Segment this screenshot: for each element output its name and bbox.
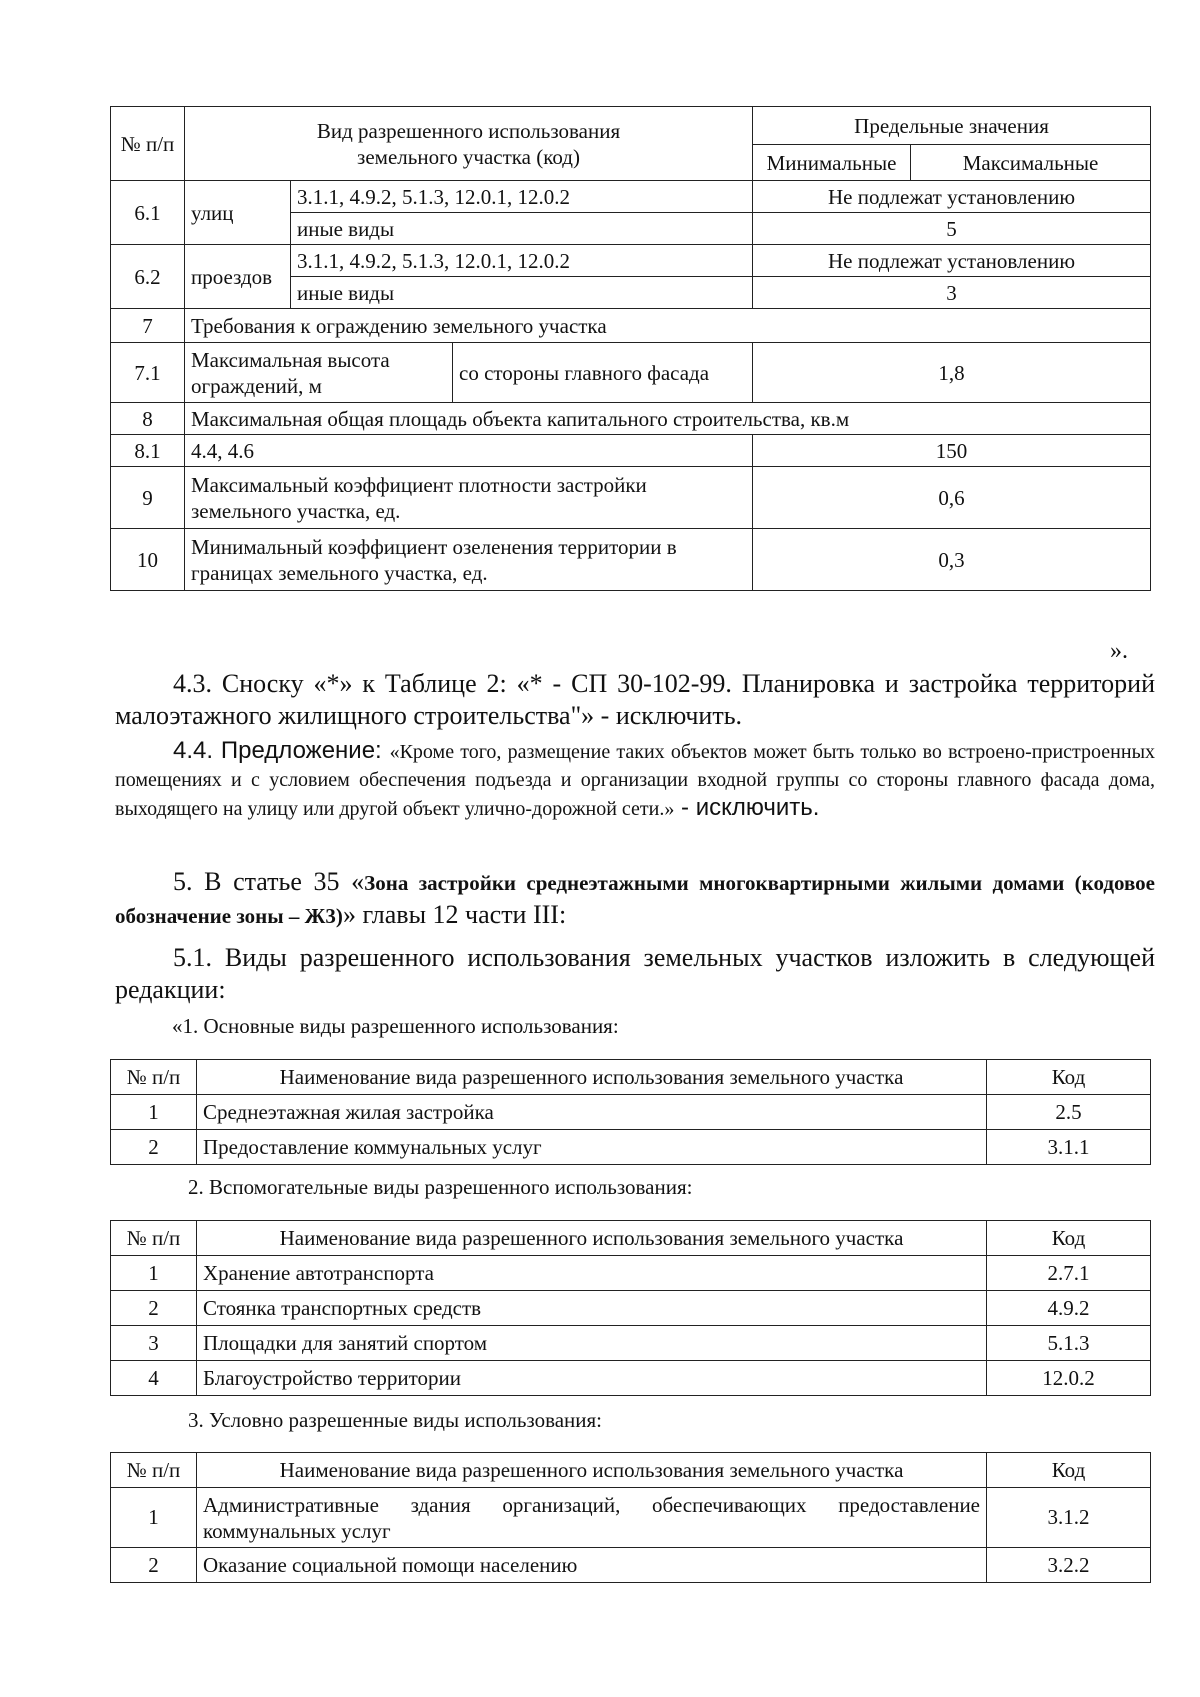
row-num: 2 — [111, 1291, 197, 1326]
row-10-value: 0,3 — [753, 529, 1151, 591]
table-header-row — [111, 1060, 1151, 1095]
main-uses-table — [110, 1059, 1151, 1165]
main-uses-caption: «1. Основные виды разрешенного использования: — [172, 1014, 619, 1038]
header-max: Максимальные — [911, 145, 1151, 181]
row-name: Среднеэтажная жилая застройка — [197, 1095, 987, 1130]
table-row — [111, 1548, 1151, 1583]
row-name: Предоставление коммунальных услуг — [197, 1130, 987, 1165]
row-num: 4 — [111, 1361, 197, 1396]
row-code: 5.1.3 — [987, 1326, 1151, 1361]
paragraph-5-tail: » главы 12 части III: — [342, 900, 567, 929]
row-num: 1 — [111, 1256, 197, 1291]
row-name: Административные здания организаций, обеспечивающих предоставление коммунальных услуг — [197, 1488, 987, 1548]
row-code: 4.9.2 — [987, 1291, 1151, 1326]
col-code-header: Код — [987, 1453, 1151, 1488]
row-6-1-other-value: 5 — [753, 213, 1151, 245]
table-header-row — [111, 1221, 1151, 1256]
row-code: 2.5 — [987, 1095, 1151, 1130]
paragraph-4-4-quote: «Кроме того, размещение таких объектов может быть только во встроено-пристроенных помещениях и с условием обеспечения подъезда и организации входной группы со стороны главного фасада дома, выходящего на улицу или другой объект улично-дорожной сети.» — [115, 741, 1156, 820]
row-6-2-num: 6.2 — [111, 245, 185, 309]
row-code: 3.1.1 — [987, 1130, 1151, 1165]
table-row — [111, 1488, 1151, 1548]
col-code-header: Код — [987, 1221, 1151, 1256]
aux-uses-caption: 2. Вспомогательные виды разрешенного использования: — [188, 1175, 693, 1199]
row-name: Оказание социальной помощи населению — [197, 1548, 987, 1583]
header-num: № п/п — [111, 107, 185, 181]
col-name-header: Наименование вида разрешенного использования земельного участка — [197, 1453, 987, 1488]
row-code: 3.2.2 — [987, 1548, 1151, 1583]
row-name: Благоустройство территории — [197, 1361, 987, 1396]
row-6-2-codes-value: Не подлежат установлению — [753, 245, 1151, 277]
row-8-1-label: 4.4, 4.6 — [185, 435, 753, 467]
col-code-header: Код — [987, 1060, 1151, 1095]
col-num-header: № п/п — [111, 1060, 197, 1095]
row-6-1-codes-value: Не подлежат установлению — [753, 181, 1151, 213]
col-name-header: Наименование вида разрешенного использования земельного участка — [197, 1060, 987, 1095]
row-7-label: Требования к ограждению земельного участка — [185, 309, 1151, 343]
table-row — [111, 1291, 1151, 1326]
header-min: Минимальные — [753, 145, 911, 181]
row-6-2-codes: 3.1.1, 4.9.2, 5.1.3, 12.0.1, 12.0.2 — [291, 245, 753, 277]
row-7-1-sub: со стороны главного фасада — [453, 343, 753, 403]
aux-uses-table — [110, 1220, 1151, 1396]
row-6-1-codes: 3.1.1, 4.9.2, 5.1.3, 12.0.1, 12.0.2 — [291, 181, 753, 213]
row-num: 1 — [111, 1095, 197, 1130]
paragraph-5-lead: 5. В статье 35 « — [173, 867, 365, 896]
row-7-1-num: 7.1 — [111, 343, 185, 403]
row-10-label: Минимальный коэффициент озеленения территории в границах земельного участка, ед. — [185, 529, 753, 591]
row-6-1-label: улиц — [185, 181, 291, 245]
col-num-header: № п/п — [111, 1221, 197, 1256]
table-row — [111, 1256, 1151, 1291]
row-9-num: 9 — [111, 467, 185, 529]
row-8-1-value: 150 — [753, 435, 1151, 467]
paragraph-5 — [115, 866, 1155, 932]
row-name: Хранение автотранспорта — [197, 1256, 987, 1291]
paragraph-5-zone: Зона застройки среднеэтажными многоквартирными жилыми домами (кодовое обозначение зоны – Ж3) — [115, 871, 1155, 928]
row-6-2-label: проездов — [185, 245, 291, 309]
table-row — [111, 1326, 1151, 1361]
row-8-num: 8 — [111, 403, 185, 435]
row-7-1-value: 1,8 — [753, 343, 1151, 403]
header-type — [185, 107, 753, 181]
row-code: 3.1.2 — [987, 1488, 1151, 1548]
row-code: 12.0.2 — [987, 1361, 1151, 1396]
row-7-num: 7 — [111, 309, 185, 343]
quote-end: ». — [1110, 638, 1128, 664]
col-num-header: № п/п — [111, 1453, 197, 1488]
paragraph-5-1: 5.1. Виды разрешенного использования земельных участков изложить в следующей редакции: — [115, 943, 1155, 1004]
paragraph-4-4-lead: 4.4. Предложение: — [173, 737, 390, 764]
row-code: 2.7.1 — [987, 1256, 1151, 1291]
row-9-label: Максимальный коэффициент плотности застройки земельного участка, ед. — [185, 467, 753, 529]
row-9-value: 0,6 — [753, 467, 1151, 529]
row-name: Площадки для занятий спортом — [197, 1326, 987, 1361]
table-header-row — [111, 1453, 1151, 1488]
row-8-1-num: 8.1 — [111, 435, 185, 467]
row-6-1-num: 6.1 — [111, 181, 185, 245]
header-type-line1: Вид разрешенного использования — [316, 118, 621, 143]
row-6-2-other-value: 3 — [753, 277, 1151, 309]
row-num: 2 — [111, 1548, 197, 1583]
paragraph-4-4 — [115, 737, 1155, 823]
paragraph-4-4-tail: - исключить. — [674, 794, 820, 821]
row-num: 2 — [111, 1130, 197, 1165]
limits-table — [110, 106, 1151, 591]
row-7-1-label: Максимальная высота ограждений, м — [185, 343, 453, 403]
table-row — [111, 1130, 1151, 1165]
row-6-1-other: иные виды — [291, 213, 753, 245]
row-num: 3 — [111, 1326, 197, 1361]
row-10-num: 10 — [111, 529, 185, 591]
cond-uses-table — [110, 1452, 1151, 1583]
row-name: Стоянка транспортных средств — [197, 1291, 987, 1326]
header-limits: Предельные значения — [753, 107, 1151, 145]
row-num: 1 — [111, 1488, 197, 1548]
row-8-label: Максимальная общая площадь объекта капитального строительства, кв.м — [185, 403, 1151, 435]
paragraph-4-3: 4.3. Сноску «*» к Таблице 2: «* - СП 30-102-99. Планировка и застройка территорий малоэтажного жилищного строительства"» - исключить. — [115, 669, 1155, 730]
row-6-2-other: иные виды — [291, 277, 753, 309]
header-type-line2: земельного участка (код) — [357, 144, 580, 169]
table-row — [111, 1095, 1151, 1130]
cond-uses-caption: 3. Условно разрешенные виды использования: — [188, 1408, 603, 1432]
table-row — [111, 1361, 1151, 1396]
col-name-header: Наименование вида разрешенного использования земельного участка — [197, 1221, 987, 1256]
